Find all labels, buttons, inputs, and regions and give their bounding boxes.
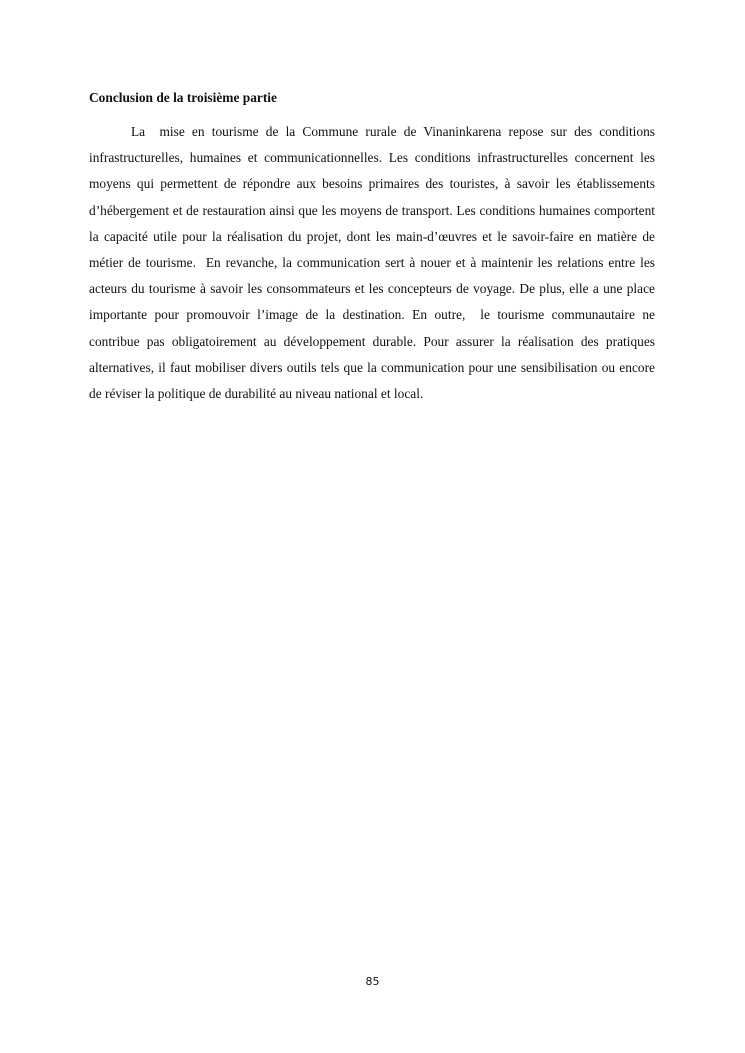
conclusion-paragraph: La mise en tourisme de la Commune rurale de Vinaninkarena repose sur des conditions infrastructurelles, humaines et communicationnelles. Les conditions infrastructurelles concernent les moyens qui permettent de répondre aux besoins primaires des touristes, à savoir les établissements d’hébergement et de restauration ainsi que les moyens de transport. Les conditions humaines comportent la capacité utile pour la réalisation du projet, dont les main-d’œuvres et le savoir-faire en matière de métier de tourisme. En revanche, la communication sert à nouer et à maintenir les relations entre les acteurs du tourisme à savoir les consommateurs et les concepteurs de voyage. De plus, elle a une place importante pour promouvoir l’image de la destination. En outre, le tourisme communautaire ne contribue pas obligatoirement au développement durable. Pour assurer la réalisation des pratiques alternatives, il faut mobiliser divers outils tels que la communication pour une sensibilisation ou encore de réviser la politique de durabilité au niveau national et local. [89,124,659,402]
section-heading: Conclusion de la troisième partie [89,90,277,105]
page-number: 85 [365,975,380,988]
